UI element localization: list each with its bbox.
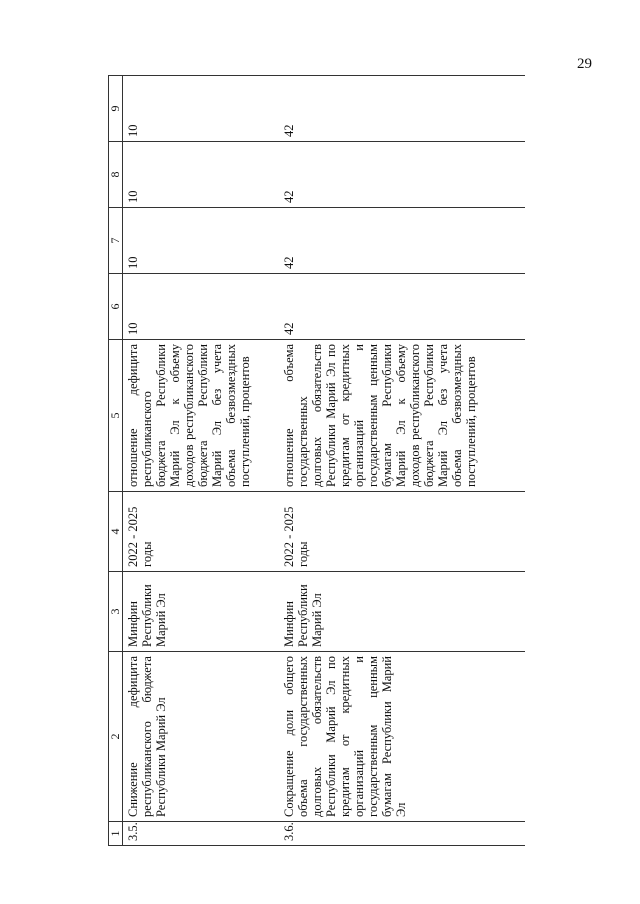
value-2022: 42 xyxy=(279,274,525,340)
row-number: 3.5. xyxy=(123,822,280,846)
rotated-table-container xyxy=(108,76,538,846)
table-row xyxy=(123,76,280,846)
header-col-1: 1 xyxy=(109,822,123,846)
indicator-name: отношение дефицита республиканского бюджета Республики Марий Эл к объему доходов республиканского бюджета Республики Марий Эл без учета объема безвозмездных поступлений, процентов xyxy=(123,340,280,492)
period: 2022 - 2025 годы xyxy=(123,492,280,572)
measure-name: Сокращение доли общего объема государственных долговых обязательств Республики Марий Эл по кредитам от кредитных организаций и государственным ценным бумагам Республики Марий Эл xyxy=(279,652,525,822)
row-number: 3.6. xyxy=(279,822,525,846)
measure-name: Снижение дефицита республиканского бюджета Республики Марий Эл xyxy=(123,652,280,822)
indicator-name: отношение объема государственных долговых обязательств Республики Марий Эл по кредитам от кредитных организаций и государственным ценным бумагам Республики Марий Эл к объему доходов республиканского бюджета Республики Марий Эл без учета объема безвозмездных поступлений, процентов xyxy=(279,340,525,492)
value-2024: 42 xyxy=(279,142,525,208)
header-row xyxy=(109,76,123,846)
header-col-7: 7 xyxy=(109,208,123,274)
value-2022: 10 xyxy=(123,274,280,340)
header-col-2: 2 xyxy=(109,652,123,822)
value-2023: 10 xyxy=(123,208,280,274)
value-2025: 10 xyxy=(123,76,280,142)
table-row xyxy=(279,76,525,846)
header-col-5: 5 xyxy=(109,340,123,492)
header-col-6: 6 xyxy=(109,274,123,340)
header-col-4: 4 xyxy=(109,492,123,572)
executor: Минфин Республики Марий Эл xyxy=(279,572,525,652)
value-2023: 42 xyxy=(279,208,525,274)
header-col-9: 9 xyxy=(109,76,123,142)
header-col-3: 3 xyxy=(109,572,123,652)
value-2024: 10 xyxy=(123,142,280,208)
value-2025: 42 xyxy=(279,76,525,142)
header-col-8: 8 xyxy=(109,142,123,208)
indicators-table xyxy=(108,75,525,846)
period: 2022 - 2025 годы xyxy=(279,492,525,572)
page-number: 29 xyxy=(577,56,592,72)
executor: Минфин Республики Марий Эл xyxy=(123,572,280,652)
